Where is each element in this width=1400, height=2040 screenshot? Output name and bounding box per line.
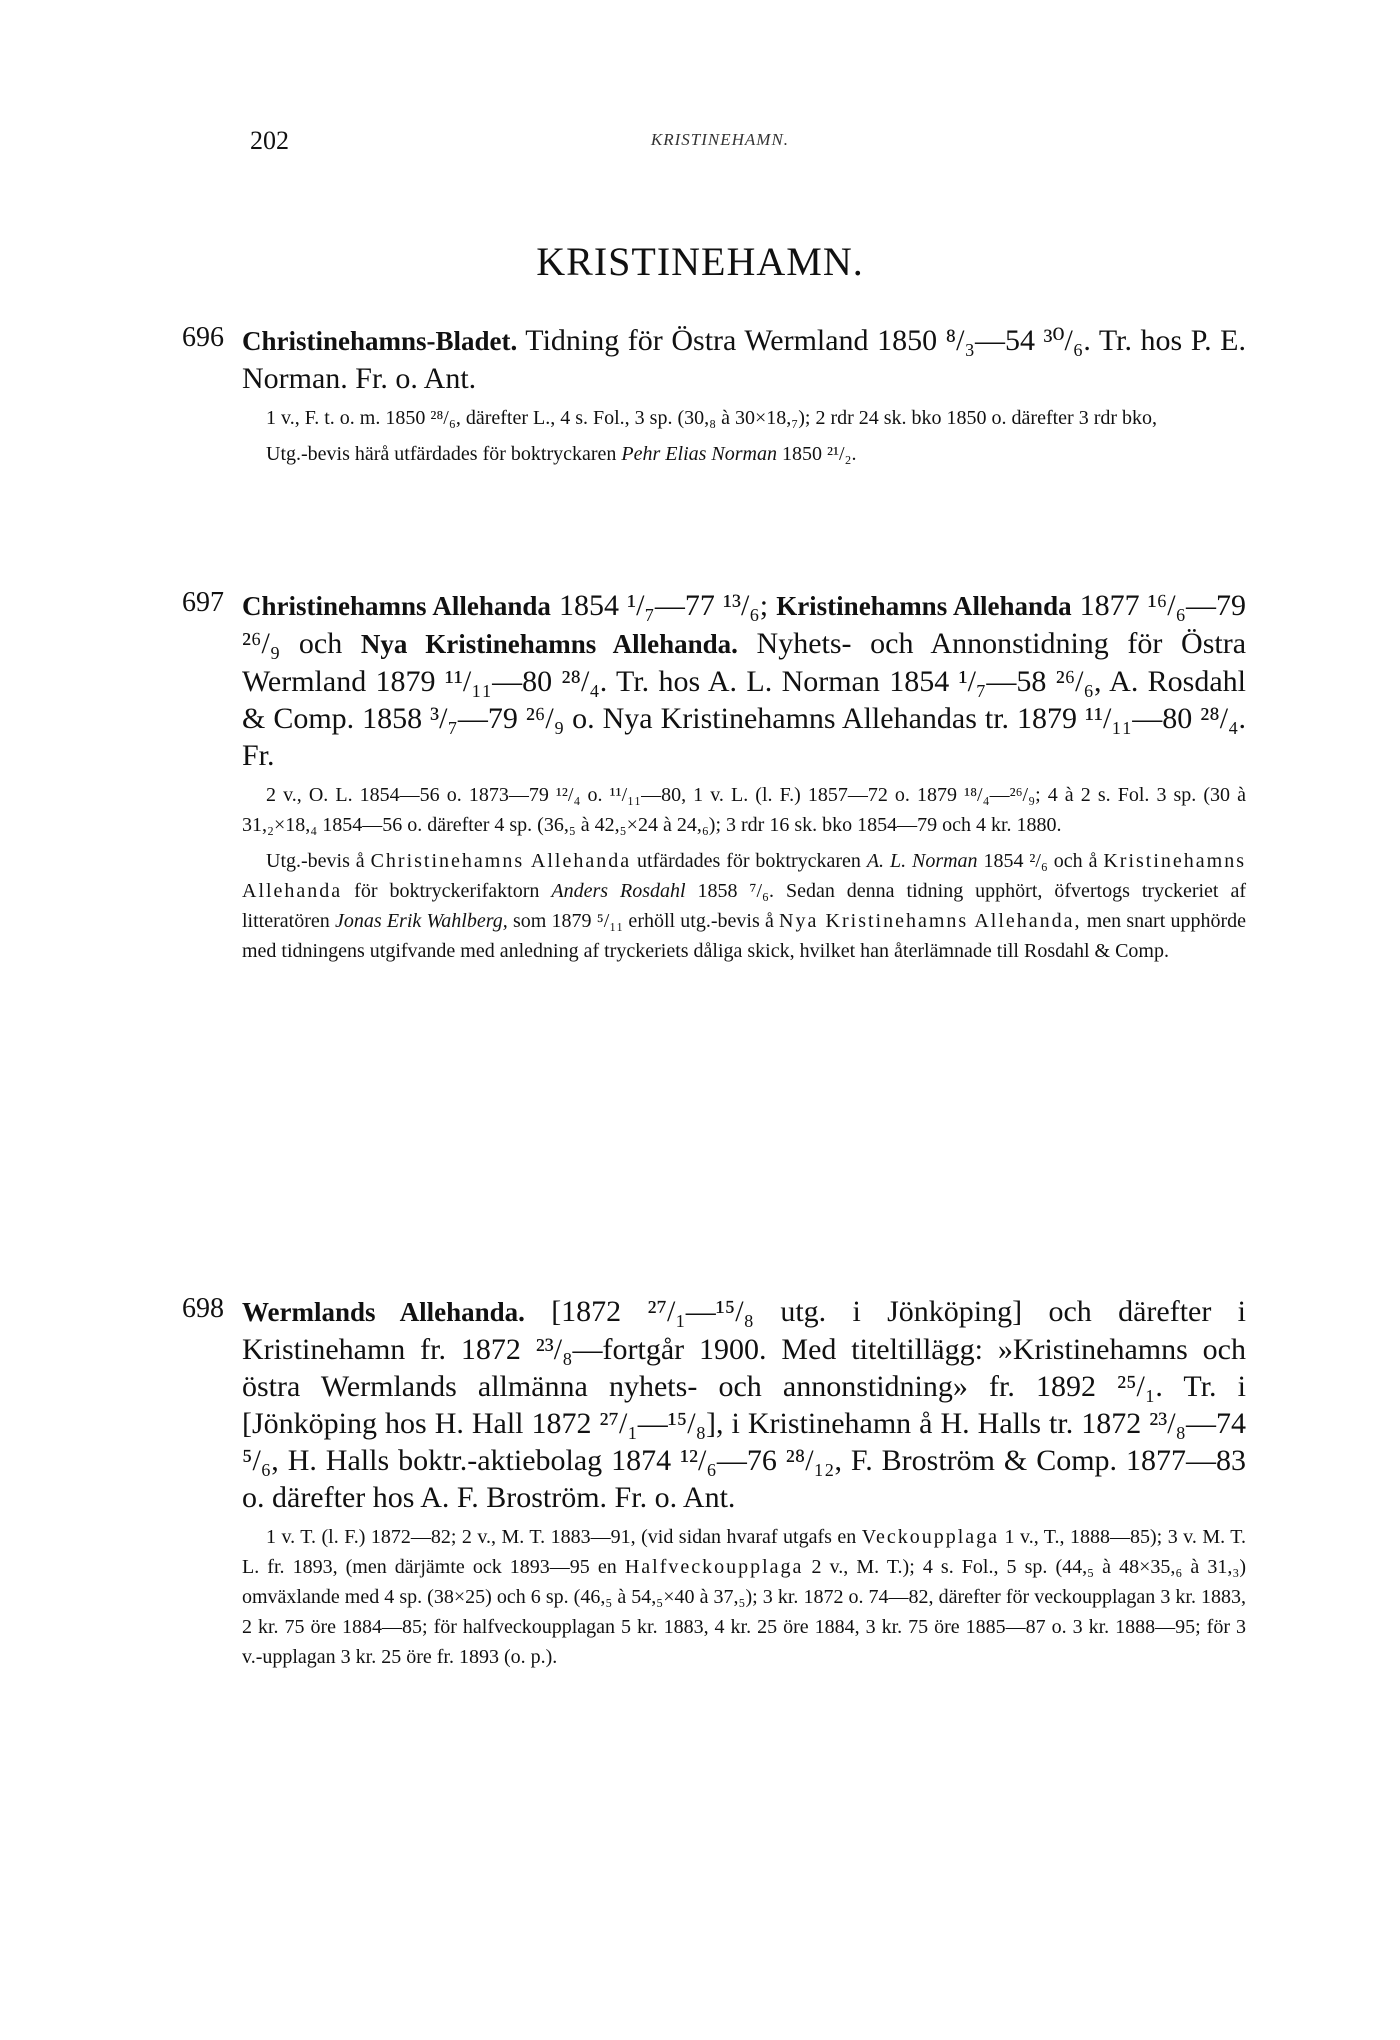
person-name: Pehr Elias Norman	[621, 443, 777, 465]
running-head	[250, 126, 1190, 160]
spaced-title: Halfveckoupplaga	[624, 1556, 804, 1578]
person-name: A. L. Norman	[866, 850, 978, 872]
entry-body	[242, 1293, 1246, 1672]
entry-number: 697	[182, 587, 224, 618]
entry-698	[182, 1293, 1246, 1672]
note-text: Utg.-bevis härå utfärdades för boktryckaren	[266, 443, 622, 465]
entry-main-rest: [1872 ²⁷/₁—¹⁵/₈ utg. i Jönköping] och därefter i Kristinehamn fr. 1872 ²³/₈—fortgår 1900. Med titeltillägg: »Kristinehamns och östra Wermlands allmänna nyhets- och annonstidning» fr. 1892 ²⁵/₁. Tr. i [Jönköping hos H. Hall 1872 ²⁷/₁—¹⁵/₈], i Kristinehamn å H. Halls tr. 1872 ²³/₈—74 ⁵/₆, H. Halls boktr.-aktiebolag 1874 ¹²/₆—76 ²⁸/₁₂, F. Broström & Comp. 1877—83 o. därefter hos A. F. Broström. Fr. o. Ant.	[242, 1295, 1246, 1514]
entry-696	[182, 322, 1246, 469]
newspaper-title: Christinehamns Allehanda	[242, 591, 551, 621]
section-title: KRISTINEHAMN.	[536, 239, 864, 284]
newspaper-title: Kristinehamns Allehanda	[776, 591, 1072, 621]
note-text: för boktryckerifaktorn	[342, 880, 552, 902]
spaced-title: Veckoupplaga	[861, 1526, 1000, 1548]
entry-number: 698	[182, 1293, 224, 1324]
note-text: men snart upphörde med tidningens utgifvande med anledning af tryckeriets dåliga skick, hvilket han återlämnade till Rosdahl & Comp.	[242, 910, 1246, 962]
entry-main-text	[242, 322, 1246, 397]
entry-main-rest: Nyhets- och Annonstidning för Östra Wermland 1879 ¹¹/₁₁—80 ²⁸/₄. Tr. hos A. L. Norman 1854 ¹/₇—58 ²⁶/₆, A. Rosdahl & Comp. 1858 ³/₇—79 ²⁶/₉ o. Nya Kristinehamns Allehandas tr. 1879 ¹¹/₁₁—80 ²⁸/₄. Fr.	[242, 627, 1247, 772]
entry-main-text	[242, 1293, 1246, 1516]
entry-body	[242, 587, 1246, 966]
newspaper-title: Christinehamns-Bladet.	[242, 326, 518, 356]
entry-main-rest: 1877 ¹⁶/₆—79 ²⁶/₉ och	[242, 589, 1247, 660]
entry-main-rest: 1854 ¹/₇—77 ¹³/₆;	[550, 589, 777, 622]
entry-note	[242, 439, 1246, 469]
note-text: som 1879 ⁵/₁₁ erhöll utg.-bevis å	[507, 910, 780, 932]
person-name: Jonas Erik Wahlberg,	[334, 910, 508, 932]
note-text: 1854 ²/₆ och å	[977, 850, 1104, 872]
newspaper-title: Wermlands Allehanda.	[242, 1297, 525, 1327]
entry-note: 2 v., O. L. 1854—56 o. 1873—79 ¹²/₄ o. ¹¹/₁₁—80, 1 v. L. (l. F.) 1857—72 o. 1879 ¹⁸/₄—²⁶/₉; 4 à 2 s. Fol. 3 sp. (30 à 31,₂×18,₄ 1854—56 o. därefter 4 sp. (36,₅ à 42,₅×24 à 24,₆); 3 rdr 16 sk. bko 1854—79 och 4 kr. 1880.	[242, 784, 1246, 836]
note-text: 1850 ²¹/₂.	[776, 443, 857, 465]
spaced-title: Nya Kristinehamns Allehanda,	[779, 910, 1082, 932]
spaced-title: Christinehamns Allehanda	[370, 850, 632, 872]
note-text: utfärdades för boktryckaren	[631, 850, 867, 872]
note-text: 2 v., M. T.); 4 s. Fol., 5 sp. (44,₅ à 48×35,₆ à 31,₃) omväxlande med 4 sp. (38×25) och 6 sp. (46,₅ à 54,₅×40 à 37,₅); 3 kr. 1872 o. 74—82, därefter för veckoupplagan 3 kr. 1883, 2 kr. 75 öre 1884—85; för halfveckoupplagan 5 kr. 1883, 4 kr. 25 öre 1884, 3 kr. 75 öre 1885—87 o. 3 kr. 1888—95; för 3 v.-upplagan 3 kr. 25 öre fr. 1893 (o. p.).	[242, 1556, 1246, 1668]
entry-697	[182, 587, 1246, 966]
running-title: KRISTINEHAMN.	[650, 130, 790, 149]
note-text: Utg.-bevis å	[266, 850, 371, 872]
entry-number: 696	[182, 322, 224, 353]
entry-note	[242, 846, 1246, 966]
note-text: 1 v. T. (l. F.) 1872—82; 2 v., M. T. 1883—91, (vid sidan hvaraf utgafs en	[266, 1526, 862, 1548]
spaced-title: Kristinehamns Allehanda	[242, 850, 1247, 902]
entry-body	[242, 322, 1246, 469]
note-text: 1858 ⁷/₆. Sedan denna tidning upphört, öfvertogs tryckeriet af litteratören	[242, 880, 1246, 932]
newspaper-title: Nya Kristinehamns Allehanda.	[360, 629, 738, 659]
person-name: Anders Rosdahl	[551, 880, 686, 902]
entry-main-text	[242, 587, 1246, 774]
note-text: 1 v., T., 1888—85); 3 v. M. T. L. fr. 1893, (men därjämte ock 1893—95 en	[242, 1526, 1246, 1578]
entry-main-rest: Tidning för Östra Wermland 1850 ⁸/₃—54 ³⁰/₆. Tr. hos P. E. Norman. Fr. o. Ant.	[242, 324, 1246, 395]
entry-note: 1 v., F. t. o. m. 1850 ²⁸/₆, därefter L., 4 s. Fol., 3 sp. (30,₈ à 30×18,₇); 2 rdr 24 sk. bko 1850 o. därefter 3 rdr bko,	[266, 407, 1158, 429]
entry-note	[242, 1522, 1246, 1672]
page-number: 202	[250, 126, 289, 155]
